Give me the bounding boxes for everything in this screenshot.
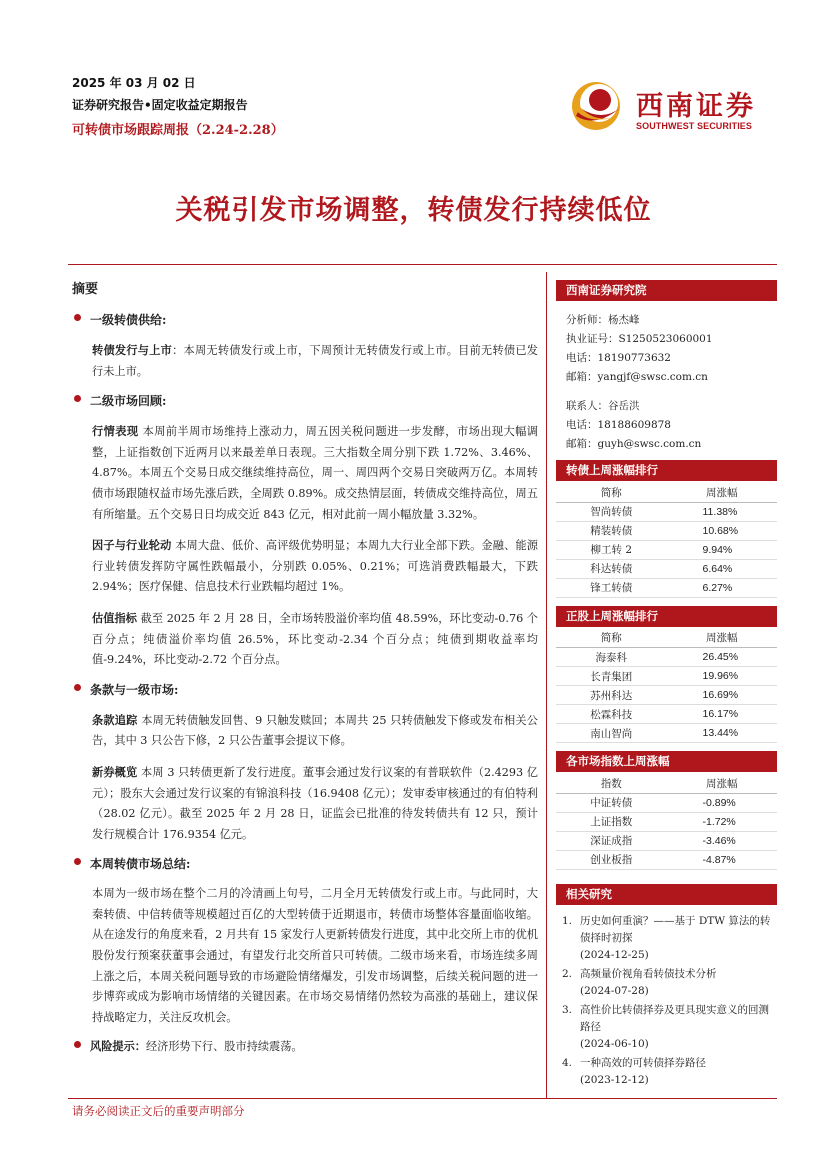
abstract-column (72, 278, 538, 1054)
logo-text-cn: 西南证券 (636, 91, 756, 122)
report-date: 2025 年 03 月 02 日 (72, 76, 196, 90)
email-line[interactable]: 邮箱：yangjf@swsc.com.cn (566, 371, 708, 383)
email-line[interactable]: 邮箱：guyh@swsc.com.cn (566, 438, 702, 450)
section-heading: 一级转债供给: (72, 311, 538, 328)
sidebar (556, 280, 777, 1091)
table-row: 深证成指 -3.46% (556, 831, 777, 850)
section-paragraph: 条款追踪 本周无转债触发回售、9 只触发赎回；本周共 25 只转债触发下修或发布相关公告，其中 3 只公告下修，2 只公告董事会提议下修。 (92, 712, 538, 748)
table-row: 创业板指 -4.87% (556, 850, 777, 869)
index-ranking-table: 指数 周涨幅 中证转债 -0.89% 上证指数 -1.72% 深证成指 -3.46% 创业板指 -4.87% (556, 774, 777, 870)
stock-ranking-table: 简称 周涨幅 海泰科 26.45% 长青集团 19.96% 苏州科达 16.69% 松霖科技 16.17% 南山智尚 13.44% (556, 629, 777, 744)
table-row: 中证转债 -0.89% (556, 793, 777, 812)
list-item[interactable]: 4. 一种高效的可转债择券路径 (2023-12-12) (562, 1056, 706, 1086)
bullet-dot-icon (74, 1041, 81, 1048)
list-item[interactable]: 2. 高频量价视角看转债技术分析 (2024-07-28) (562, 967, 717, 997)
list-item[interactable]: 1. 历史如何重演？——基于 DTW 算法的转债择时初探 (2024-12-25) (562, 914, 771, 961)
section-paragraph: 因子与行业轮动 本周大盘、低价、高评级优势明显；本周九大行业全部下跌。金融、能源行业转债发挥防守属性跌幅最小，分别跌 0.05%、0.21%；可选消费跌幅最大，下跌 2.94%；医疗保健、信息技术行业跌幅均超过 1%。 (92, 538, 538, 594)
footer-disclaimer: 请务必阅读正文后的重要声明部分 (72, 1104, 245, 1118)
title-divider (68, 264, 777, 265)
stock-ranking-header: 正股上周涨幅排行 (556, 606, 777, 627)
index-ranking-header: 各市场指数上周涨幅 (556, 751, 777, 772)
list-item[interactable]: 3. 高性价比转债择券及更具现实意义的回测路径 (2024-06-10) (562, 1003, 769, 1050)
table-row: 智尚转债 11.38% (556, 502, 777, 521)
section-heading: 二级市场回顾: (72, 392, 538, 409)
analyst-line: 分析师：杨杰峰 (566, 314, 640, 326)
section-paragraph: 转债发行与上市：本周无转债发行或上市，下周预计无转债发行或上市。目前无转债已发行未上市。 (92, 343, 538, 378)
bullet-dot-icon (74, 395, 81, 402)
section-heading: 条款与一级市场: (72, 681, 538, 698)
table-row: 松霖科技 16.17% (556, 705, 777, 724)
logo-text-en: SOUTHWEST SECURITIES (636, 121, 753, 131)
section-heading: 本周转债市场总结: (72, 855, 538, 872)
table-row: 科达转债 6.64% (556, 559, 777, 578)
section-paragraph: 估值指标 截至 2025 年 2 月 28 日，全市场转股溢价率均值 48.59%，环比变动-0.76 个百分点；纯债溢价率均值 26.5%，环比变动-2.34 个百分点；纯债到期收益率均值-9.24%，环比变动-2.72 个百分点。 (92, 610, 538, 667)
cert-line: 执业证号：S1250523060001 (566, 333, 713, 345)
table-row: 南山智尚 13.44% (556, 724, 777, 743)
institute-header: 西南证券研究院 (556, 280, 777, 301)
table-row: 长青集团 19.96% (556, 667, 777, 686)
table-row: 上证指数 -1.72% (556, 812, 777, 831)
abstract-label: 摘要 (72, 282, 99, 297)
logo-emblem-icon (566, 78, 626, 134)
contact-line: 联系人：谷岳洪 (566, 400, 640, 412)
table-row: 苏州科达 16.69% (556, 686, 777, 705)
section-paragraph: 本周为一级市场在整个二月的冷清画上句号，二月全月无转债发行或上市。与此同时，大秦转债、中信转债等规模超过百亿的大型转债于近期退市，转债市场整体容量面临收缩。从在途发行的角度来看，2 月共有 15 家发行人更新转债发行进度，其中北交所上市的优机股份发行预案获董事会通过，有望发行北交所首只可转债。二级市场来看，市场连续多周上涨之后，本周关税问题导致的市场避险情绪爆发，引发市场调整，后续关税问题的进一步博弈或成为影响市场情绪的关键因素。在市场交易情绪仍然较为高涨的基础上，建议保持战略定力，关注反攻机会。 (92, 887, 538, 1024)
bullet-dot-icon (74, 858, 81, 865)
report-subtitle: 可转债市场跟踪周报（2.24-2.28） (72, 123, 284, 138)
section-paragraph: 新券概览 本周 3 只转债更新了发行进度。董事会通过发行议案的有普联软件（2.4293 亿元）；股东大会通过发行议案的有锦浪科技（16.9408 亿元）；发审委审核通过的有伯特利（28.02 亿元）。截至 2025 年 2 月 28 日，证监会已批准的待发转债共有 12 只，预计发行规模合计 176.9354 亿元。 (92, 764, 538, 841)
bullet-dot-icon (74, 314, 81, 321)
phone-line: 电话：18190773632 (566, 352, 671, 364)
cb-ranking-table: 简称 周涨幅 智尚转债 11.38% 精装转债 10.68% 柳工转 2 9.94% 科达转债 6.64% 锋工转债 6.27% (556, 483, 777, 598)
footer-divider (68, 1098, 777, 1099)
report-title: 关税引发市场调整，转债发行持续低位 (175, 195, 652, 226)
bullet-dot-icon (74, 684, 81, 691)
related-research-header: 相关研究 (556, 884, 777, 905)
phone-line: 电话：18188609878 (566, 419, 671, 431)
company-logo (566, 78, 766, 134)
report-type: 证券研究报告•固定收益定期报告 (72, 98, 248, 112)
table-row: 海泰科 26.45% (556, 648, 777, 667)
related-research-list (556, 905, 777, 1089)
analyst-info (556, 301, 777, 460)
section-paragraph: 行情表现 本周前半周市场维持上涨动力，周五因关税问题进一步发酵，市场出现大幅调整，上证指数创下近两月以来最差单日表现。三大指数全周分别下跌 1.72%、3.46%、4.87%。本周五个交易日成交继续维持高位，周一、周四两个交易日突破两万亿。本周转债市场跟随权益市场先涨后跌，全周跌 0.89%。成交热情层面，转债成交维持高位，周五有所缩量。五个交易日日均成交近 843 亿元，相对此前一周小幅放量 3.32%。 (92, 424, 538, 521)
cb-ranking-header: 转债上周涨幅排行 (556, 460, 777, 481)
column-divider (546, 272, 547, 1098)
risk-note: 风险提示：经济形势下行、股市持续震荡。 (72, 1038, 538, 1054)
table-row: 精装转债 10.68% (556, 521, 777, 540)
table-row: 柳工转 2 9.94% (556, 540, 777, 559)
table-row: 锋工转债 6.27% (556, 578, 777, 597)
